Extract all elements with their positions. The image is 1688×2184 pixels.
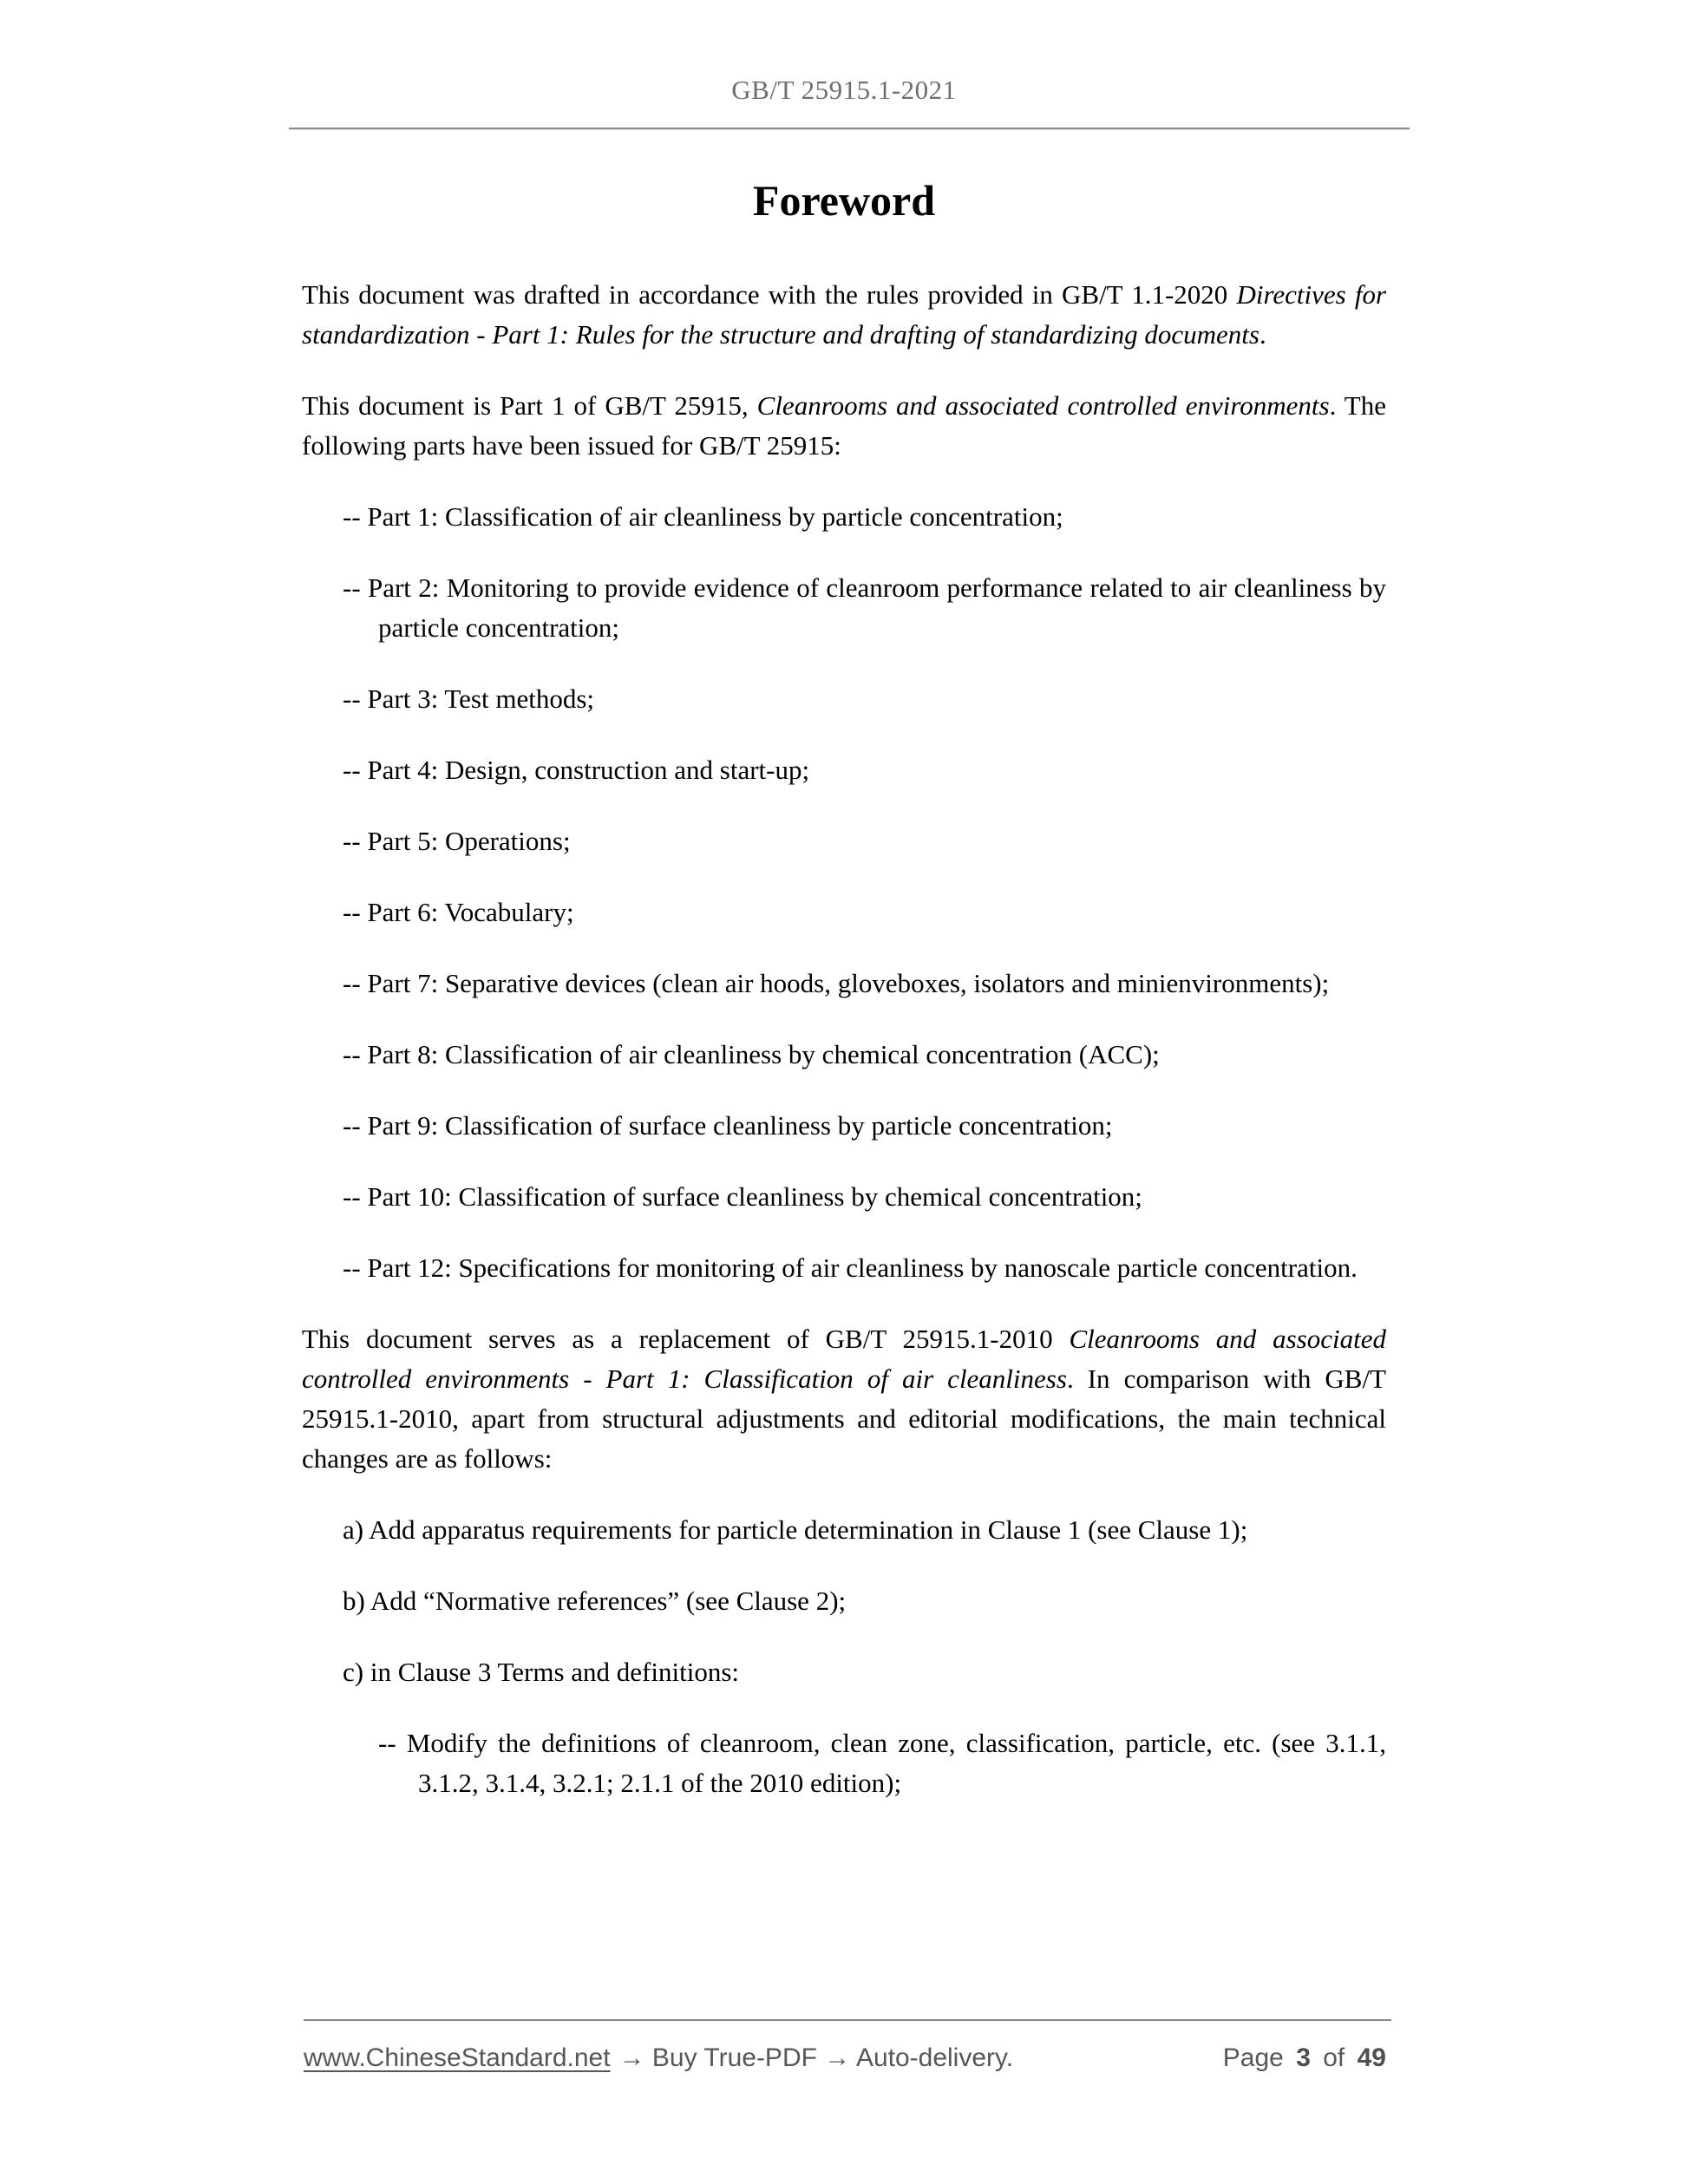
alpha-item: a) Add apparatus requirements for particle determination in Clause 1 (see Clause 1); bbox=[343, 1514, 1248, 1545]
part-item: -- Part 8: Classification of air cleanliness by chemical concentration (ACC); bbox=[343, 1039, 1160, 1069]
part-item: -- Part 6: Vocabulary; bbox=[343, 897, 574, 927]
part-item: -- Part 2: Monitoring to provide evidence of cleanroom performance related to air cleanliness by particle concentration; bbox=[343, 572, 1386, 643]
page-indicator bbox=[1223, 2043, 1386, 2073]
header-divider bbox=[289, 128, 1410, 130]
part-item: -- Part 10: Classification of surface cleanliness by chemical concentration; bbox=[343, 1181, 1142, 1212]
paragraph: This document serves as a replacement of GB/T 25915.1-2010 Cleanrooms and associated controlled environments - Part 1: Classification of air cleanliness. In comparison with GB/T 25915.1-2010, apart from structural adjustments and editorial modifications, the main technical changes are as follows: bbox=[302, 1324, 1386, 1474]
page-footer bbox=[304, 2043, 1386, 2073]
paragraph: This document is Part 1 of GB/T 25915, Cleanrooms and associated controlled environments. The following parts have been issued for GB/T 25915: bbox=[302, 390, 1386, 461]
part-item: -- Part 1: Classification of air cleanliness by particle concentration; bbox=[343, 501, 1063, 532]
document-body bbox=[302, 275, 1386, 1834]
part-item: -- Part 4: Design, construction and start-up; bbox=[343, 755, 810, 785]
running-header: GB/T 25915.1-2021 bbox=[731, 75, 957, 105]
part-item: -- Part 7: Separative devices (clean air hoods, gloveboxes, isolators and minienvironments); bbox=[343, 968, 1330, 998]
page-total: 49 bbox=[1357, 2043, 1386, 2072]
page-number: 3 bbox=[1296, 2043, 1311, 2072]
part-item: -- Part 5: Operations; bbox=[343, 826, 571, 856]
page-title: Foreword bbox=[752, 176, 936, 225]
part-item: -- Part 9: Classification of surface cleanliness by particle concentration; bbox=[343, 1110, 1113, 1141]
page-label: Page bbox=[1222, 2043, 1284, 2072]
website-link[interactable]: www.ChineseStandard.net bbox=[304, 2043, 611, 2072]
part-item: -- Part 3: Test methods; bbox=[343, 683, 595, 714]
footer-left bbox=[304, 2043, 1013, 2073]
alpha-item: c) in Clause 3 Terms and definitions: bbox=[343, 1657, 740, 1687]
part-item: -- Part 12: Specifications for monitoring of air cleanliness by nanoscale particle concentration. bbox=[343, 1252, 1358, 1283]
alpha-item: b) Add “Normative references” (see Clause 2); bbox=[343, 1586, 847, 1616]
footer-divider bbox=[304, 2019, 1391, 2021]
of-label: of bbox=[1323, 2043, 1345, 2072]
footer-tagline: → Buy True-PDF → Auto-delivery. bbox=[618, 2043, 1014, 2072]
paragraph: This document was drafted in accordance with the rules provided in GB/T 1.1-2020 Directives for standardization - Part 1: Rules for the structure and drafting of standardizing documents. bbox=[302, 279, 1387, 350]
sub-item: -- Modify the definitions of cleanroom, clean zone, classification, particle, etc. (see 3.1.1, 3.1.2, 3.1.4, 3.2.1; 2.1.1 of the 2010 edition); bbox=[378, 1728, 1386, 1798]
